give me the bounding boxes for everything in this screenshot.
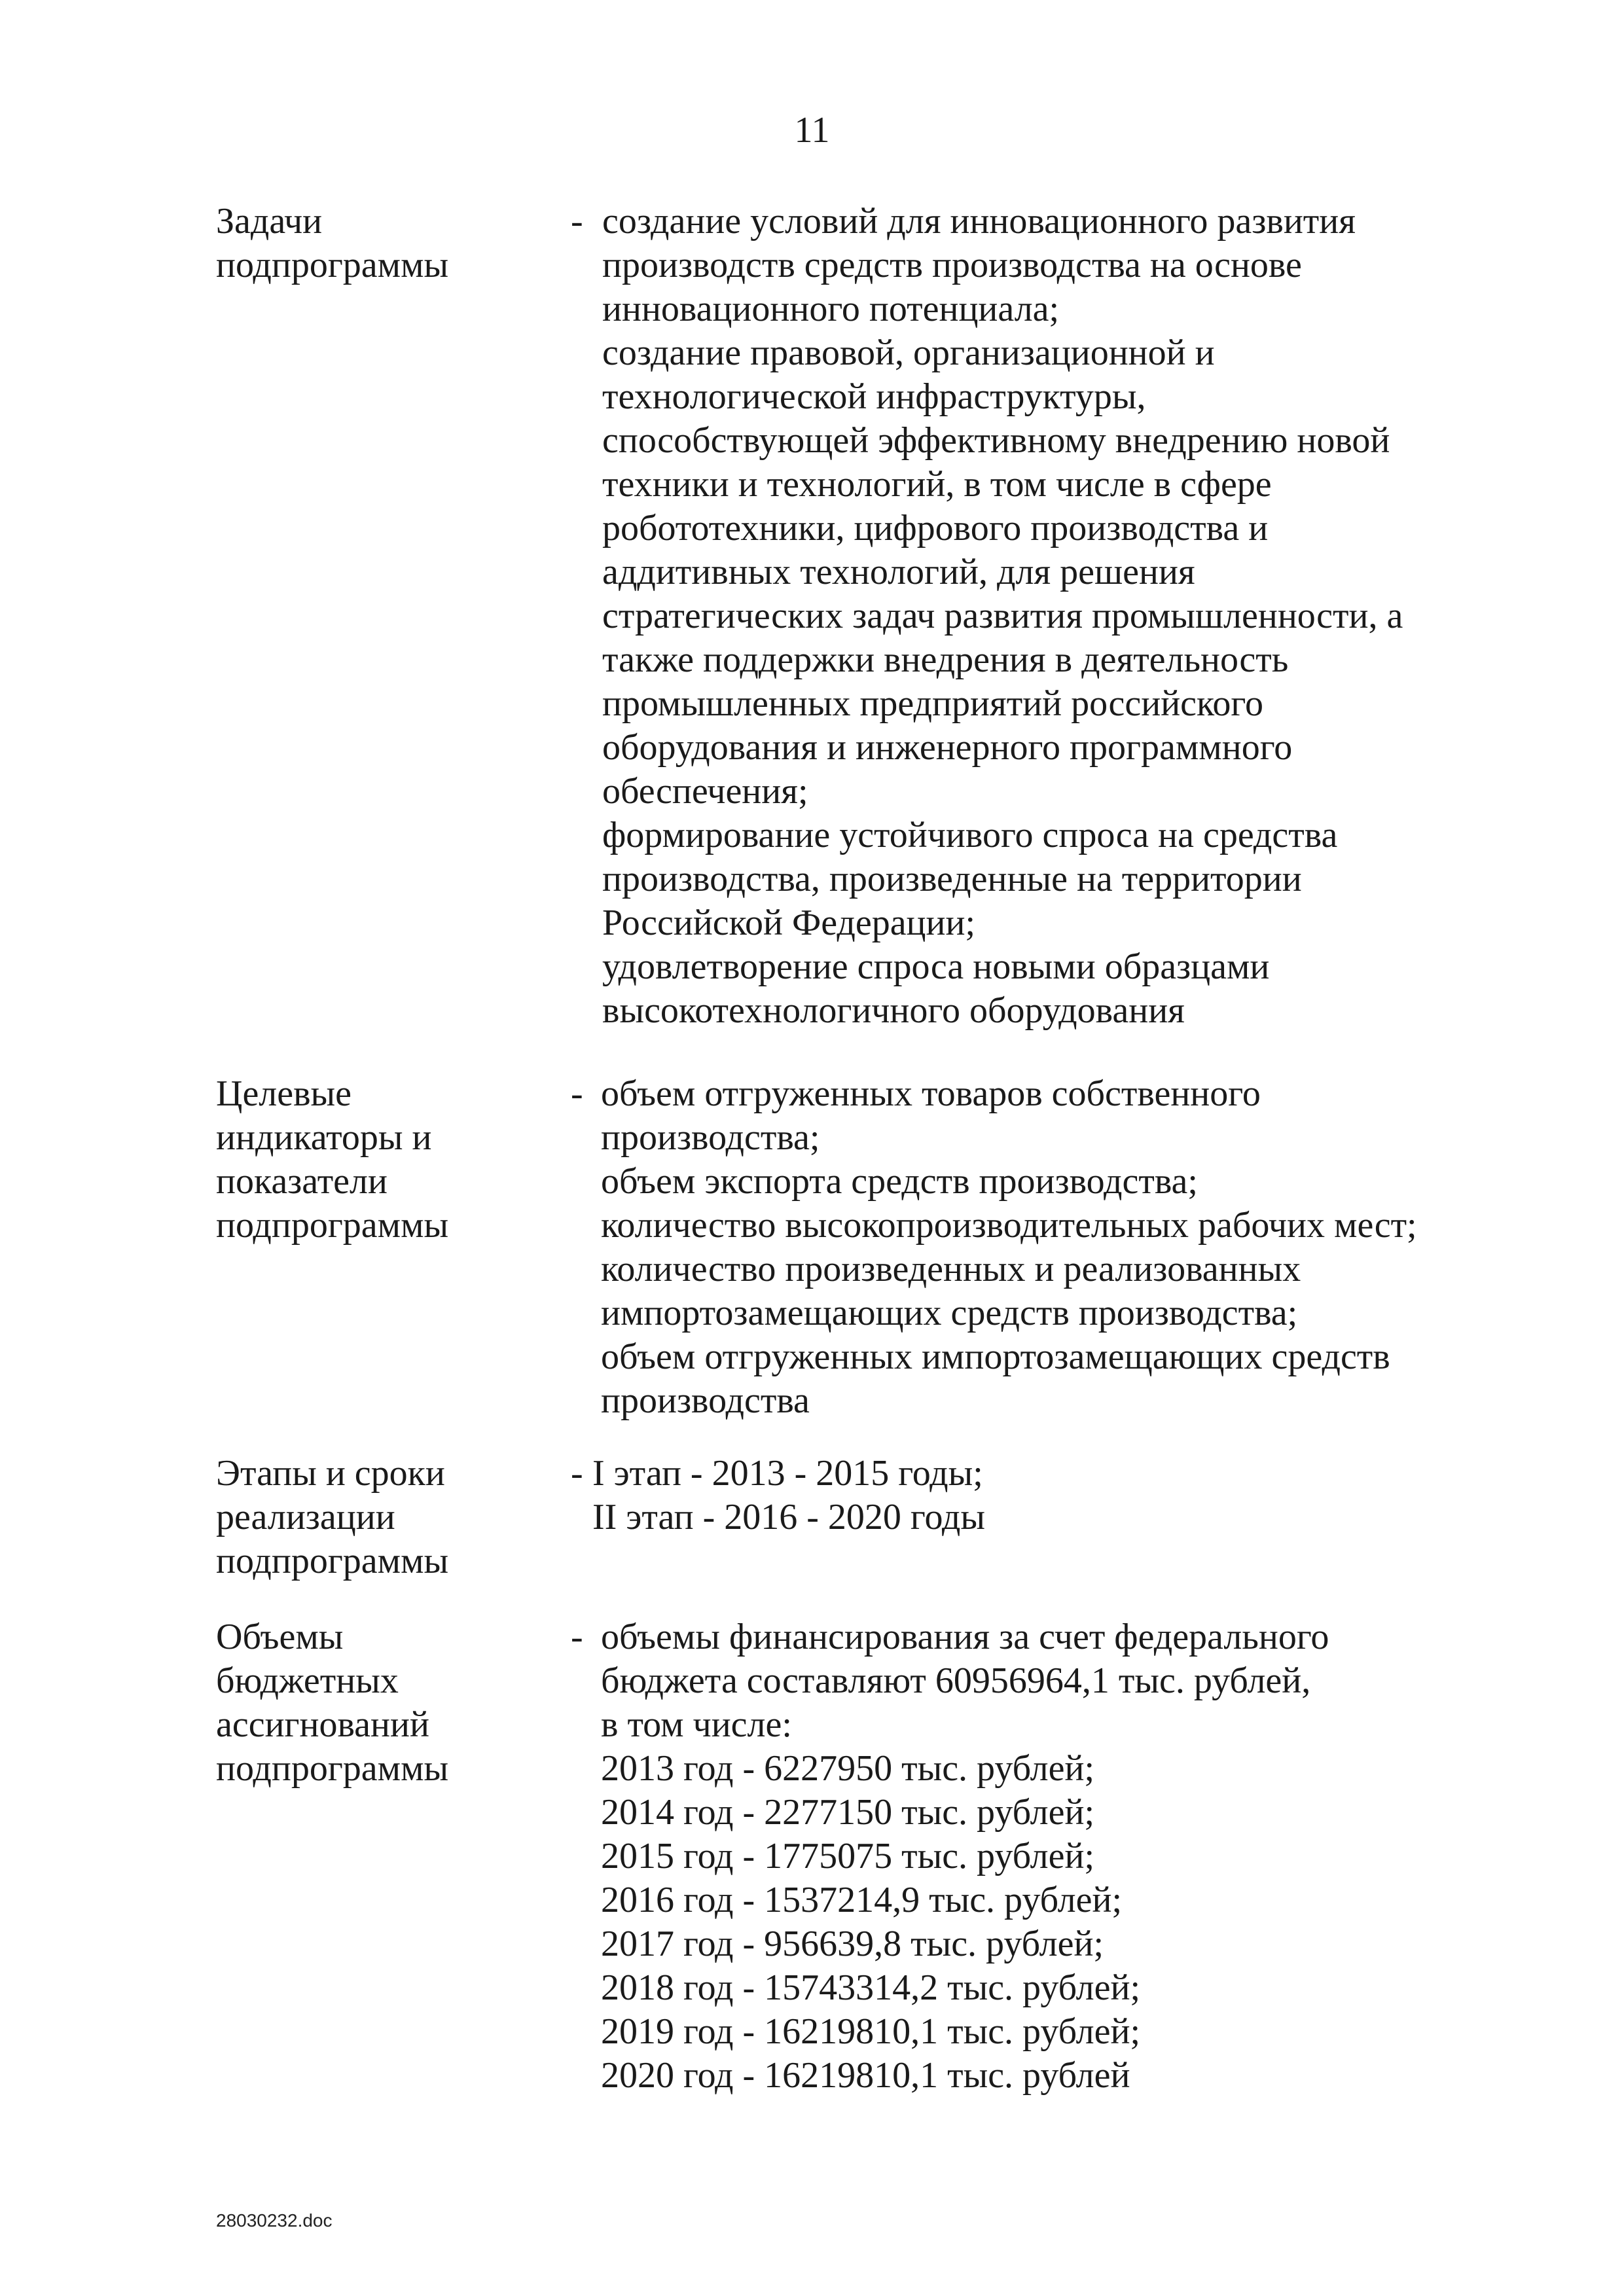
content-line: техники и технологий, в том числе в сфере xyxy=(602,464,1272,505)
content-line: производства; xyxy=(601,1117,820,1158)
list-dash: - xyxy=(571,1073,583,1114)
content-line: 2019 год - 16219810,1 тыс. рублей; xyxy=(601,2011,1141,2052)
label-line: подпрограммы xyxy=(216,1541,449,1581)
label-line: подпрограммы xyxy=(216,1205,449,1246)
content-line: технологической инфраструктуры, xyxy=(602,376,1146,417)
content-line: способствующей эффективному внедрению новой xyxy=(602,420,1390,461)
content-line: производства, произведенные на территории xyxy=(602,859,1302,899)
content-line: аддитивных технологий, для решения xyxy=(602,552,1195,592)
content-line: в том числе: xyxy=(601,1704,792,1745)
content-line: удовлетворение спроса новыми образцами xyxy=(602,946,1270,987)
content-line: производства xyxy=(601,1380,810,1421)
content-line: высокотехнологичного оборудования xyxy=(602,990,1185,1031)
content-line: создание условий для инновационного развития xyxy=(602,201,1356,242)
page-number: 11 xyxy=(794,110,830,151)
content-line: 2014 год - 2277150 тыс. рублей; xyxy=(601,1792,1095,1833)
content-line: количество произведенных и реализованных xyxy=(601,1249,1301,1289)
section-content xyxy=(601,1615,1570,2098)
label-line: реализации xyxy=(216,1497,395,1537)
list-dash: - xyxy=(571,1617,583,1657)
list-dash: - xyxy=(571,1453,583,1494)
section-label xyxy=(216,200,530,287)
content-line: объем отгруженных импортозамещающих средств xyxy=(601,1336,1390,1377)
section-label xyxy=(216,1615,530,1791)
document-filename: 28030232.doc xyxy=(216,2210,333,2231)
content-line: промышленных предприятий российского xyxy=(602,683,1263,724)
content-line: объемы финансирования за счет федерального xyxy=(601,1617,1329,1657)
section-content xyxy=(592,1452,1561,1539)
content-line: II этап - 2016 - 2020 годы xyxy=(592,1497,985,1537)
label-line: подпрограммы xyxy=(216,1748,449,1789)
content-line: стратегических задач развития промышленности, а xyxy=(602,596,1403,636)
content-line: количество высокопроизводительных рабочих мест; xyxy=(601,1205,1417,1246)
content-line: также поддержки внедрения в деятельность xyxy=(602,639,1289,680)
content-line: бюджета составляют 60956964,1 тыс. рублей, xyxy=(601,1660,1311,1701)
content-line: робототехники, цифрового производства и xyxy=(602,508,1269,548)
content-line: объем отгруженных товаров собственного xyxy=(601,1073,1261,1114)
label-line: Этапы и сроки xyxy=(216,1453,445,1494)
content-line: создание правовой, организационной и xyxy=(602,332,1215,373)
content-line: 2016 год - 1537214,9 тыс. рублей; xyxy=(601,1880,1123,1920)
label-line: подпрограммы xyxy=(216,245,449,285)
content-line: I этап - 2013 - 2015 годы; xyxy=(592,1453,983,1494)
label-line: ассигнований xyxy=(216,1704,429,1745)
content-line: импортозамещающих средств производства; xyxy=(601,1293,1298,1333)
content-line: инновационного потенциала; xyxy=(602,289,1060,329)
label-line: Задачи xyxy=(216,201,323,242)
content-line: 2015 год - 1775075 тыс. рублей; xyxy=(601,1836,1095,1876)
section-content xyxy=(602,200,1571,1033)
label-line: бюджетных xyxy=(216,1660,399,1701)
list-dash: - xyxy=(571,201,583,242)
section-label xyxy=(216,1072,530,1247)
content-line: оборудования и инженерного программного xyxy=(602,727,1293,768)
content-line: Российской Федерации; xyxy=(602,903,976,943)
content-line: производств средств производства на основе xyxy=(602,245,1302,285)
content-line: 2018 год - 15743314,2 тыс. рублей; xyxy=(601,1967,1141,2008)
content-line: обеспечения; xyxy=(602,771,808,812)
content-line: формирование устойчивого спроса на средства xyxy=(602,815,1338,855)
content-line: 2013 год - 6227950 тыс. рублей; xyxy=(601,1748,1095,1789)
section-content xyxy=(601,1072,1570,1423)
label-line: Целевые xyxy=(216,1073,352,1114)
label-line: Объемы xyxy=(216,1617,344,1657)
content-line: объем экспорта средств производства; xyxy=(601,1161,1198,1202)
content-line: 2017 год - 956639,8 тыс. рублей; xyxy=(601,1924,1104,1964)
content-line: 2020 год - 16219810,1 тыс. рублей xyxy=(601,2055,1130,2096)
label-line: индикаторы и xyxy=(216,1117,432,1158)
label-line: показатели xyxy=(216,1161,388,1202)
section-label xyxy=(216,1452,530,1583)
